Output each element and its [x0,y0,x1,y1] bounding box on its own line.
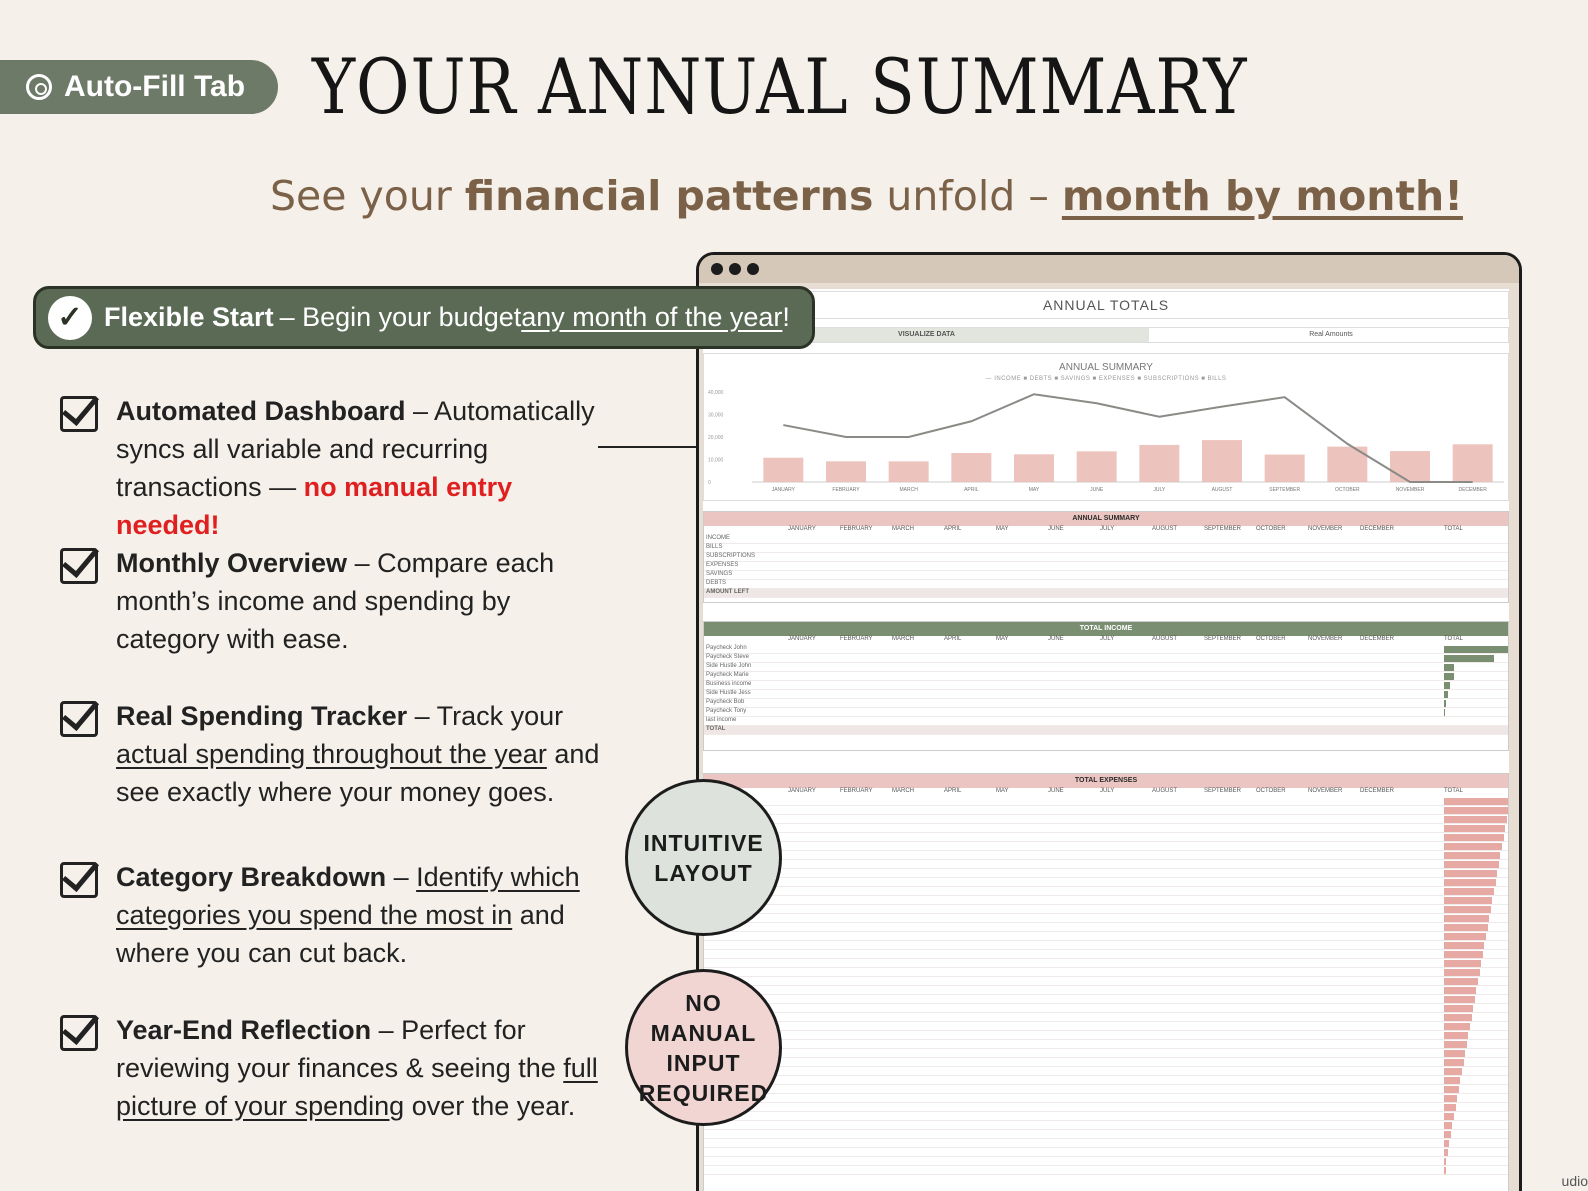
table-row [704,681,1508,690]
table-row [704,1112,1508,1121]
month-header: MARCH [892,636,914,642]
y-tick-label: 0 [708,480,711,486]
month-header: NOVEMBER [1308,788,1343,794]
subtitle: See your financial patterns unfold – month by month! [270,172,1463,220]
total-bar [1444,673,1454,680]
total-bar [1444,1086,1459,1093]
month-header: OCTOBER [1256,526,1286,532]
feature-monthly-overview: Monthly Overview – Compare each month’s income and spending by category with ease. [60,544,620,658]
table-row [704,645,1508,654]
table-row [704,815,1508,824]
total-bar [1444,1131,1451,1138]
month-header: FEBRUARY [840,526,873,532]
total-bar [1444,852,1500,859]
chart-bar [826,461,866,482]
table-row [704,690,1508,699]
total-bar [1444,1059,1464,1066]
total-bar [1444,1014,1472,1021]
total-bar [1444,879,1496,886]
total-bar [1444,888,1494,895]
month-header: OCTOBER [1256,636,1286,642]
total-expenses-table [703,773,1509,1191]
table-row [704,923,1508,932]
total-bar [1444,1167,1446,1174]
spreadsheet [703,289,1509,1191]
row-label: Paycheck Tony [706,708,747,714]
month-header: MARCH [892,526,914,532]
total-bar [1444,861,1499,868]
chart-canvas [704,354,1514,502]
x-tick-label: JULY [1153,487,1166,493]
table-row [704,1094,1508,1103]
checkbox-icon [60,548,98,584]
table-row [704,1085,1508,1094]
total-bar [1444,1149,1448,1156]
table-row [704,995,1508,1004]
table-row [704,553,1508,562]
total-bar [1444,987,1476,994]
month-header: MARCH [892,788,914,794]
row-label: DEBTS [706,580,727,586]
month-header: AUGUST [1152,526,1178,532]
total-bar [1444,843,1502,850]
checkbox-icon [60,396,98,432]
row-label: BILLS [706,544,723,550]
month-header: DECEMBER [1360,526,1395,532]
month-header: JULY [1100,636,1115,642]
checkbox-icon [60,1015,98,1051]
month-header: NOVEMBER [1308,526,1343,532]
table-row [704,544,1508,553]
total-bar [1444,1095,1457,1102]
total-bar [1444,664,1454,671]
tab-label: Auto-Fill Tab [64,70,246,103]
chart-bar [951,453,991,482]
x-tick-label: SEPTEMBER [1269,487,1301,493]
total-bar [1444,933,1486,940]
x-tick-label: JANUARY [771,487,795,493]
month-header: AUGUST [1152,636,1178,642]
table-row [704,914,1508,923]
total-bar [1444,1050,1465,1057]
spreadsheet-window [696,252,1522,1191]
x-tick-label: MAY [1028,487,1040,493]
table-row [704,562,1508,571]
row-label: INCOME [706,535,730,541]
month-header: APRIL [944,526,962,532]
month-header: AUGUST [1152,788,1178,794]
window-dot-icon[interactable] [729,263,741,275]
window-dot-icon[interactable] [711,263,723,275]
y-tick-label: 20,000 [708,435,724,441]
table-row [704,887,1508,896]
month-header-row [704,526,1508,535]
table-row [704,932,1508,941]
table-row [704,851,1508,860]
feature-year-end-reflection: Year-End Reflection – Perfect for reviewing your finances & seeing the full picture of your spending over the year. [60,1011,620,1125]
visualize-data-label: VISUALIZE DATA [704,328,1149,342]
table-row [704,1058,1508,1067]
table-row [704,654,1508,663]
visualize-row [703,327,1509,343]
intuitive-layout-badge: INTUITIVE LAYOUT [625,779,782,936]
check-circle-icon: ✓ [48,296,92,340]
month-header: JULY [1100,526,1115,532]
total-bar [1444,969,1480,976]
real-amounts-select[interactable]: Real Amounts [1309,331,1353,338]
month-header: JUNE [1048,788,1064,794]
month-header-row [704,788,1508,797]
table-row [704,1040,1508,1049]
row-label: Side Hustle John [706,663,752,669]
month-header: FEBRUARY [840,788,873,794]
x-tick-label: OCTOBER [1335,487,1360,493]
checkbox-icon [60,701,98,737]
table-row [704,1157,1508,1166]
table-row [704,1121,1508,1130]
x-tick-label: MARCH [899,487,918,493]
month-header: APRIL [944,636,962,642]
table-row [704,663,1508,672]
table-row [704,896,1508,905]
x-tick-label: AUGUST [1211,487,1233,493]
total-bar [1444,700,1446,707]
row-label: Paycheck John [706,645,747,651]
month-header: JUNE [1048,526,1064,532]
total-bar [1444,1077,1460,1084]
chart-bar [1014,454,1054,482]
row-label: Paycheck Marie [706,672,749,678]
table-row [704,842,1508,851]
row-label: Paycheck Bob [706,699,745,705]
total-bar [1444,978,1478,985]
month-header: APRIL [944,788,962,794]
month-header: JANUARY [788,636,816,642]
page-title: YOUR ANNUAL SUMMARY [312,42,1248,131]
month-header: JUNE [1048,636,1064,642]
row-label: Business income [706,681,752,687]
month-header: SEPTEMBER [1204,636,1242,642]
month-header: DECEMBER [1360,636,1395,642]
x-tick-label: NOVEMBER [1395,487,1425,493]
checkbox-icon [60,862,98,898]
expenses-table-title: TOTAL EXPENSES [704,774,1508,788]
x-tick-label: JUNE [1090,487,1104,493]
total-bar [1444,709,1445,716]
x-tick-label: FEBRUARY [832,487,860,493]
x-tick-label: DECEMBER [1458,487,1487,493]
total-header: TOTAL [1444,788,1463,794]
table-row [704,1067,1508,1076]
total-bar [1444,906,1491,913]
total-bar [1444,960,1481,967]
total-bar [1444,691,1448,698]
y-tick-label: 10,000 [708,457,724,464]
table-row [704,986,1508,995]
total-bar [1444,870,1497,877]
month-header: OCTOBER [1256,788,1286,794]
table-row [704,1130,1508,1139]
table-row [704,1139,1508,1148]
summary-table-title: ANNUAL SUMMARY [704,512,1508,526]
total-bar [1444,1122,1452,1129]
month-header-row [704,636,1508,645]
month-header: MAY [996,788,1009,794]
total-bar [1444,1041,1467,1048]
row-label: Side Hustle Jess [706,690,751,696]
total-header: TOTAL [1444,636,1463,642]
total-bar [1444,924,1488,931]
feature-category-breakdown: Category Breakdown – Identify which categories you spend the most in and where you can cut back. [60,858,620,972]
table-row [704,1103,1508,1112]
table-row [704,833,1508,842]
month-header: MAY [996,636,1009,642]
row-label: EXPENSES [706,562,739,568]
chart-legend: — INCOME ■ DEBTS ■ SAVINGS ■ EXPENSES ■ SUBSCRIPTIONS ■ BILLS [985,376,1227,382]
total-bar [1444,807,1508,814]
total-bar [1444,1158,1446,1165]
total-bar [1444,1023,1470,1030]
month-header: MAY [996,526,1009,532]
table-row [704,959,1508,968]
annual-totals-header: ANNUAL TOTALS [703,291,1509,319]
total-bar [1444,798,1509,805]
chart-bar [889,461,929,482]
total-bar [1444,1113,1454,1120]
table-row [704,672,1508,681]
total-bar [1444,1032,1468,1039]
table-row [704,1013,1508,1022]
month-header: JANUARY [788,526,816,532]
table-row [704,1049,1508,1058]
annual-summary-table [703,511,1509,603]
table-row [704,905,1508,914]
auto-fill-tab[interactable] [0,60,278,114]
chart-bar [1202,440,1242,482]
month-header: NOVEMBER [1308,636,1343,642]
income-table-title: TOTAL INCOME [704,622,1508,636]
table-row [704,860,1508,869]
total-bar [1444,1068,1462,1075]
total-bar [1444,996,1475,1003]
table-row [704,1148,1508,1157]
y-tick-label: 30,000 [708,412,724,419]
table-row [704,1031,1508,1040]
total-bar [1444,897,1492,904]
row-label: Paycheck Steve [706,654,750,660]
feature-automated-dashboard: Automated Dashboard – Automatically syncs all variable and recurring transactions — no manual entry needed! [60,392,620,544]
window-titlebar [699,255,1519,283]
month-header: JULY [1100,788,1115,794]
total-bar [1444,825,1505,832]
table-row [704,571,1508,580]
table-row [704,869,1508,878]
table-row [704,1004,1508,1013]
chart-bar [1265,455,1305,482]
table-row [704,699,1508,708]
table-row [704,806,1508,815]
month-header: FEBRUARY [840,636,873,642]
row-label: TOTAL [706,726,726,732]
chart-bar [1390,451,1430,482]
month-header: JANUARY [788,788,816,794]
x-tick-label: APRIL [964,487,979,493]
total-bar [1444,816,1507,823]
gear-icon [26,74,52,100]
table-row [704,878,1508,887]
month-header: DECEMBER [1360,788,1395,794]
row-label: AMOUNT LEFT [706,589,749,595]
month-header: SEPTEMBER [1204,526,1242,532]
feature-real-spending-tracker: Real Spending Tracker – Track your actual spending throughout the year and see exactly where your money goes. [60,697,620,811]
total-income-table [703,621,1509,751]
table-row [704,1076,1508,1085]
table-row [704,589,1508,598]
total-bar [1444,834,1504,841]
total-bar [1444,646,1509,653]
table-row [704,824,1508,833]
total-bar [1444,682,1450,689]
income-line [783,394,1472,482]
table-row [704,1166,1508,1175]
chart-bar [1077,451,1117,482]
no-manual-input-badge: NO MANUAL INPUT REQUIRED [625,969,782,1126]
table-row [704,941,1508,950]
table-row [704,968,1508,977]
y-tick-label: 40,000 [708,390,724,396]
flexible-start-banner: ✓ Flexible Start – Begin your budget any month of the year ! [33,286,815,349]
window-dot-icon[interactable] [747,263,759,275]
total-bar [1444,942,1484,949]
chart-bar [1453,444,1493,482]
total-bar [1444,951,1483,958]
total-bar [1444,655,1494,662]
row-label: SAVINGS [706,571,733,577]
chart-bar [763,458,803,482]
table-row [704,717,1508,726]
table-row [704,580,1508,589]
table-row [704,708,1508,717]
table-row [704,535,1508,544]
total-bar [1444,1140,1449,1147]
chart-bar [1139,445,1179,482]
table-row [704,950,1508,959]
total-header: TOTAL [1444,526,1463,532]
table-row [704,726,1508,735]
total-bar [1444,1104,1456,1111]
row-label: last income [706,717,737,723]
annual-summary-chart [703,353,1509,501]
total-bar [1444,1005,1473,1012]
table-row [704,797,1508,806]
month-header: SEPTEMBER [1204,788,1242,794]
table-row [704,1022,1508,1031]
credit-text: udio [1561,1173,1588,1189]
chart-title: ANNUAL SUMMARY [1059,362,1153,373]
total-bar [1444,915,1489,922]
table-row [704,977,1508,986]
row-label: SUBSCRIPTIONS [706,553,756,559]
